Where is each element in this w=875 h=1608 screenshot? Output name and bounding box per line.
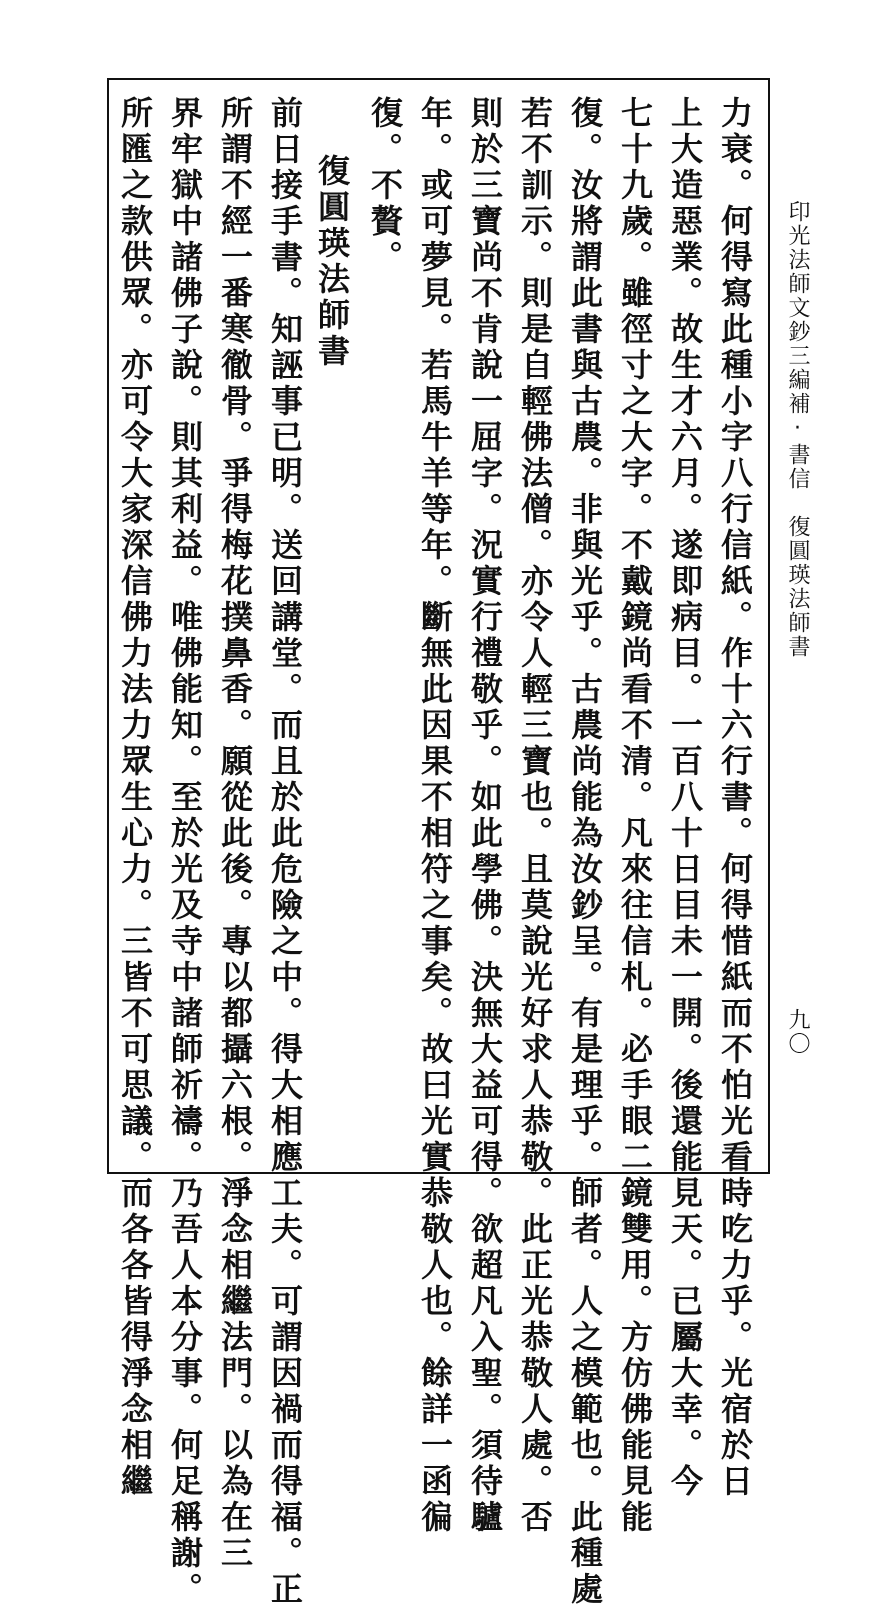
- text-column: 上大造惡業。故生才六月。遂即病目。一百八十日目未一開。後還能見天。已屬大幸。今: [666, 96, 704, 1500]
- text-column: 力衰。何得寫此種小字八行信紙。作十六行書。何得惜紙而不怕光看時吃力乎。光宿於日: [716, 96, 754, 1500]
- text-column: 則於三寶尚不肯說一屈字。況實行禮敬乎。如此學佛。決無大益可得。欲超凡入聖。須待驢: [466, 96, 504, 1536]
- text-column: 所謂不經一番寒徹骨。爭得梅花撲鼻香。願從此後。專以都攝六根。淨念相繼法門。以為在三: [216, 96, 254, 1572]
- text-column: 界牢獄中諸佛子說。則其利益。唯佛能知。至於光及寺中諸師祈禱。乃吾人本分事。何足稱謝。: [166, 96, 204, 1608]
- text-column: 年。或可夢見。若馬牛羊等年。斷無此因果不相符之事矣。故曰光實恭敬人也。餘詳一函徧: [416, 96, 454, 1536]
- text-column: 所匯之款供眾。亦可令大家深信佛力法力眾生心力。三皆不可思議。而各各皆得淨念相繼: [116, 96, 154, 1500]
- text-column: 復。不贅。: [366, 96, 404, 276]
- text-column: 若不訓示。則是自輕佛法僧。亦令人輕三寶也。且莫說光好求人恭敬。此正光恭敬人處。否: [516, 96, 554, 1536]
- text-column: 七十九歲。雖徑寸之大字。不戴鏡尚看不清。凡來往信札。必手眼二鏡雙用。方仿佛能見能: [616, 96, 654, 1536]
- text-column: 前日接手書。知誣事已明。送回講堂。而且於此危險之中。得大相應工夫。可謂因禍而得福。正: [266, 96, 304, 1608]
- text-column: 復。汝將謂此書與古農。非與光乎。古農尚能為汝鈔呈。有是理乎。師者。人之模範也。此種處: [566, 96, 604, 1608]
- page-number: 九〇: [785, 1008, 810, 1056]
- running-header: 印光法師文鈔三編補·書信 復圓瑛法師書: [785, 200, 810, 659]
- letter-title: 復圓瑛法師書: [313, 154, 351, 370]
